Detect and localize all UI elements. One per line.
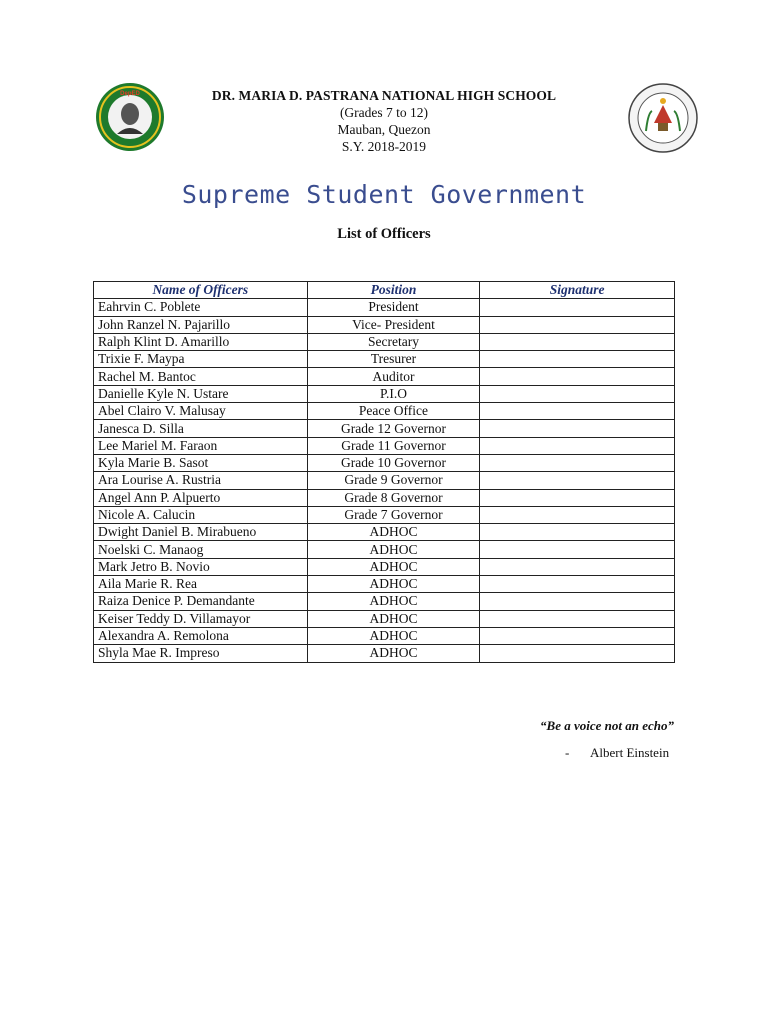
quote-author: Albert Einstein [590,745,670,760]
officer-position: Grade 9 Governor [307,472,480,489]
table-row [94,333,675,350]
quote-text: “Be a voice not an echo” [540,718,674,733]
signature-cell [480,627,675,644]
officer-position: P.I.O [307,385,480,402]
signature-cell [480,403,675,420]
signature-cell [480,472,675,489]
officer-name: Trixie F. Maypa [94,351,308,368]
signature-cell [480,524,675,541]
officer-position: ADHOC [307,558,480,575]
signature-cell [480,385,675,402]
table-row [94,593,675,610]
signature-cell [480,645,675,662]
officer-position: Secretary [307,333,480,350]
officer-name: Aila Marie R. Rea [94,576,308,593]
officer-name: Noelski C. Manaog [94,541,308,558]
officer-name: Danielle Kyle N. Ustare [94,385,308,402]
signature-cell [480,299,675,316]
officer-position: Vice- President [307,316,480,333]
table-row [94,610,675,627]
school-location: Mauban, Quezon [337,122,431,137]
signature-cell [480,333,675,350]
signature-cell [480,368,675,385]
officer-name: Shyla Mae R. Impreso [94,645,308,662]
signature-cell [480,351,675,368]
signature-cell [480,558,675,575]
table-row [94,645,675,662]
officer-name: Angel Ann P. Alpuerto [94,489,308,506]
officer-position: Grade 8 Governor [307,489,480,506]
officer-position: Tresurer [307,351,480,368]
officer-position: ADHOC [307,576,480,593]
officers-table [93,281,675,663]
table-row [94,454,675,471]
table-row [94,437,675,454]
quote-dash: - [565,745,570,760]
officer-name: Alexandra A. Remolona [94,627,308,644]
table-row [94,558,675,575]
table-row [94,351,675,368]
officer-name: Nicole A. Calucin [94,506,308,523]
table-row [94,403,675,420]
table-row [94,541,675,558]
school-header [0,88,768,155]
signature-cell [480,420,675,437]
officer-name: Lee Mariel M. Faraon [94,437,308,454]
officer-position: ADHOC [307,610,480,627]
officer-name: Mark Jetro B. Novio [94,558,308,575]
column-header-signature: Signature [480,282,675,299]
officer-position: Grade 10 Governor [307,454,480,471]
table-row [94,385,675,402]
officer-position: Grade 11 Governor [307,437,480,454]
signature-cell [480,489,675,506]
officer-name: Janesca D. Silla [94,420,308,437]
officer-position: President [307,299,480,316]
document-subtitle: List of Officers [337,226,431,242]
officer-position: Grade 12 Governor [307,420,480,437]
table-row [94,472,675,489]
quote-attribution [565,745,669,761]
table-row [94,316,675,333]
officer-position: Peace Office [307,403,480,420]
signature-cell [480,316,675,333]
officer-position: ADHOC [307,541,480,558]
officer-position: ADHOC [307,645,480,662]
officer-name: Dwight Daniel B. Mirabueno [94,524,308,541]
signature-cell [480,541,675,558]
officer-name: Raiza Denice P. Demandante [94,593,308,610]
officer-name: Ralph Klint D. Amarillo [94,333,308,350]
officer-name: Abel Clairo V. Malusay [94,403,308,420]
signature-cell [480,506,675,523]
signature-cell [480,610,675,627]
school-year: S.Y. 2018-2019 [341,139,427,154]
officer-name: Kyla Marie B. Sasot [94,454,308,471]
school-name: DR. MARIA D. PASTRANA NATIONAL HIGH SCHOOL [211,88,557,103]
officer-position: ADHOC [307,524,480,541]
signature-cell [480,437,675,454]
officer-name: John Ranzel N. Pajarillo [94,316,308,333]
signature-cell [480,593,675,610]
officer-position: Auditor [307,368,480,385]
column-header-name: Name of Officers [94,282,308,299]
officer-position: ADHOC [307,627,480,644]
table-row [94,576,675,593]
svg-text:DepED: DepED [120,91,140,97]
table-row [94,524,675,541]
table-row [94,627,675,644]
document-title: Supreme Student Government [181,180,587,209]
table-row [94,506,675,523]
officer-position: Grade 7 Governor [307,506,480,523]
column-header-position: Position [307,282,480,299]
officer-name: Ara Lourise A. Rustria [94,472,308,489]
officer-name: Keiser Teddy D. Villamayor [94,610,308,627]
table-row [94,368,675,385]
signature-cell [480,576,675,593]
table-header-row [94,282,675,299]
table-row [94,299,675,316]
grade-range: (Grades 7 to 12) [339,105,429,120]
officer-position: ADHOC [307,593,480,610]
signature-cell [480,454,675,471]
table-row [94,489,675,506]
table-row [94,420,675,437]
officer-name: Rachel M. Bantoc [94,368,308,385]
officer-name: Eahrvin C. Poblete [94,299,308,316]
